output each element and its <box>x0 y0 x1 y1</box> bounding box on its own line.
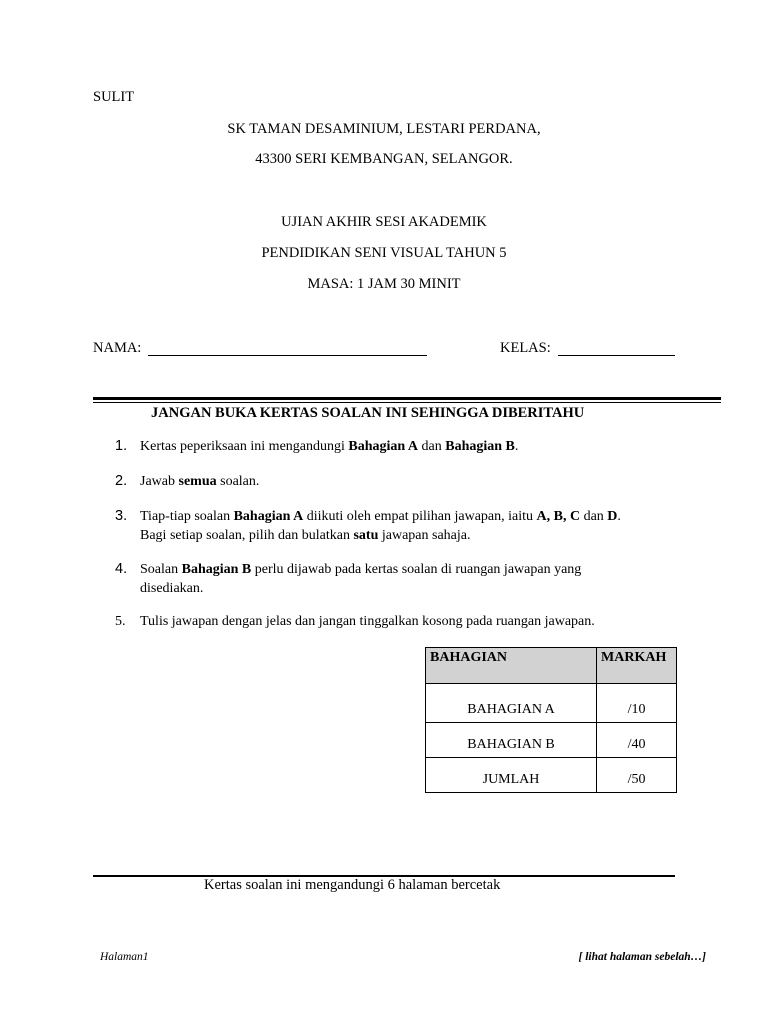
section-cell: BAHAGIAN A <box>426 684 597 723</box>
next-page-note: [ lihat halaman sebelah…] <box>578 951 706 963</box>
separator-rule-thin <box>93 402 721 403</box>
name-label: NAMA: <box>93 340 142 356</box>
warning-heading: JANGAN BUKA KERTAS SOALAN INI SEHINGGA DIBERITAHU <box>151 405 585 421</box>
instruction-text: soalan. <box>216 474 260 489</box>
separator-rule <box>93 397 721 400</box>
name-field[interactable] <box>148 355 427 356</box>
table-row <box>426 684 677 723</box>
column-header-marks: MARKAH <box>597 648 677 684</box>
instruction-text: jawapan sahaja. <box>378 528 471 543</box>
marks-table <box>425 647 677 793</box>
instruction-text: diikuti oleh empat pilihan jawapan, iaitu <box>303 509 537 524</box>
instruction-bold: Bahagian A <box>233 509 304 524</box>
mark-cell: /40 <box>597 723 677 758</box>
instruction-text: disediakan. <box>140 581 204 596</box>
instruction-bold: Bahagian B <box>445 439 515 454</box>
instruction-item <box>115 612 695 631</box>
school-address: 43300 SERI KEMBANGAN, SELANGOR. <box>255 151 513 167</box>
subject-title: PENDIDIKAN SENI VISUAL TAHUN 5 <box>261 245 507 261</box>
instruction-text: . <box>617 509 621 524</box>
instruction-text: Tiap-tiap soalan <box>140 509 234 524</box>
instruction-bold: Bahagian B <box>181 562 252 577</box>
instruction-number: 4. <box>115 561 128 577</box>
instruction-bold: semua <box>178 474 217 489</box>
page-count-note: Kertas soalan ini mengandungi 6 halaman bercetak <box>204 877 501 893</box>
instruction-bold: D <box>607 509 618 524</box>
instruction-item <box>115 507 695 545</box>
instruction-number: 3. <box>115 508 128 524</box>
mark-cell: /50 <box>597 758 677 793</box>
mark-cell: /10 <box>597 684 677 723</box>
instruction-bold: A, B, C <box>536 509 581 524</box>
instruction-item <box>115 472 695 491</box>
instruction-text: Tulis jawapan dengan jelas dan jangan tinggalkan kosong pada ruangan jawapan. <box>140 614 595 629</box>
instruction-item <box>115 437 695 456</box>
classification-label: SULIT <box>93 89 135 105</box>
instruction-number: 1. <box>115 438 128 454</box>
page-number: Halaman1 <box>100 951 149 963</box>
column-header-section: BAHAGIAN <box>426 648 597 684</box>
instruction-text: perlu dijawab pada kertas soalan di ruangan jawapan yang <box>251 562 582 577</box>
instruction-number: 2. <box>115 473 128 489</box>
table-row <box>426 723 677 758</box>
class-field[interactable] <box>558 355 675 356</box>
instruction-text: dan <box>580 509 608 524</box>
class-label: KELAS: <box>500 340 551 356</box>
section-cell: JUMLAH <box>426 758 597 793</box>
exam-title: UJIAN AKHIR SESI AKADEMIK <box>281 214 487 230</box>
school-name: SK TAMAN DESAMINIUM, LESTARI PERDANA, <box>227 121 541 137</box>
table-header-row <box>426 648 677 684</box>
instruction-bold: satu <box>353 528 379 543</box>
instruction-bold: Bahagian A <box>348 439 419 454</box>
instruction-number: 5. <box>115 614 126 629</box>
instruction-item <box>115 560 695 598</box>
instruction-text: Soalan <box>140 562 182 577</box>
table-row <box>426 758 677 793</box>
instruction-text: dan <box>418 439 446 454</box>
instruction-text: Bagi setiap soalan, pilih dan bulatkan <box>140 528 354 543</box>
instruction-text: . <box>514 439 519 454</box>
instruction-text: Kertas peperiksaan ini mengandungi <box>140 439 349 454</box>
exam-duration: MASA: 1 JAM 30 MINIT <box>307 276 461 292</box>
instruction-text: Jawab <box>140 474 179 489</box>
section-cell: BAHAGIAN B <box>426 723 597 758</box>
